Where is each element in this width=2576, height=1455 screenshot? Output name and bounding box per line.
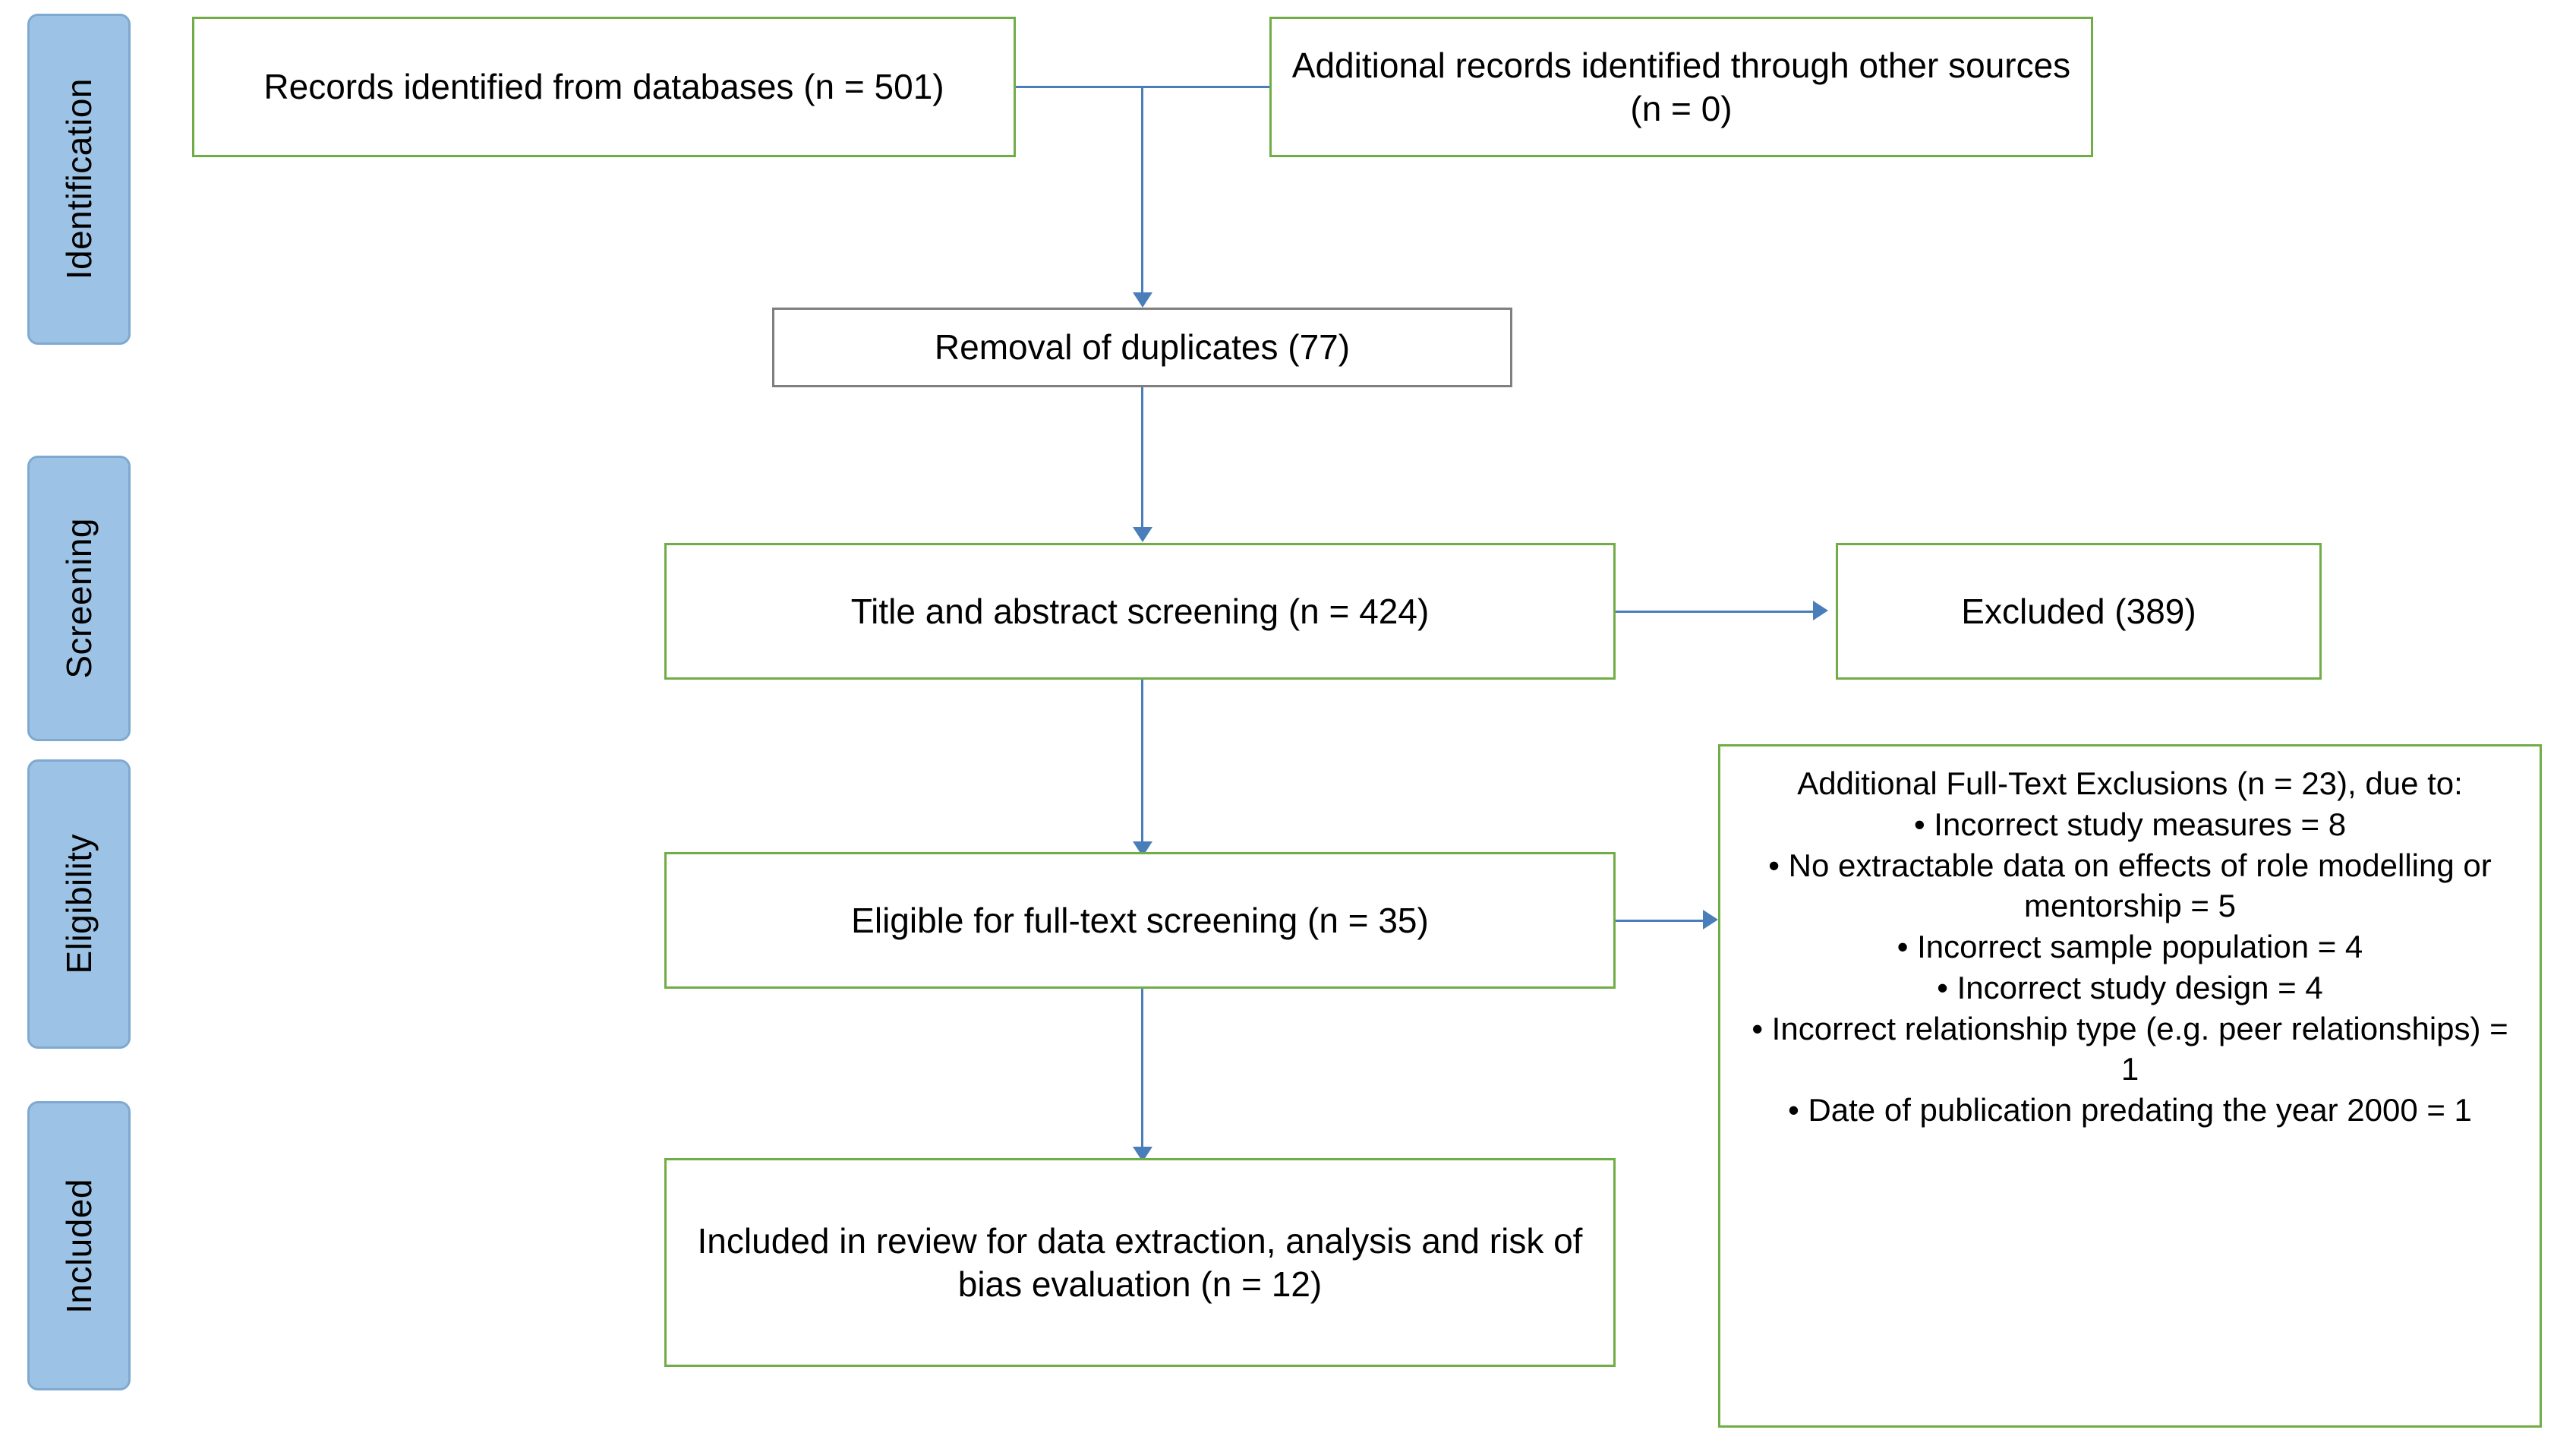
arrow-to-exclusions [1703, 910, 1718, 929]
box-additional-fulltext-exclusions [1718, 744, 2542, 1428]
box-included-in-review-text: Included in review for data extraction, analysis and risk of bias evaluation (n = 12) [697, 1221, 1583, 1304]
box-included-in-review [664, 1158, 1616, 1367]
box-eligible-full-text-screening-text: Eligible for full-text screening (n = 35) [851, 900, 1429, 940]
stage-label-eligibility-text: Eligibility [59, 834, 99, 974]
stage-label-included-text: Included [59, 1178, 99, 1314]
stage-label-screening [27, 456, 131, 741]
stage-label-included [27, 1101, 131, 1390]
box-excluded-text: Excluded (389) [1961, 591, 2196, 631]
exclusions-item: • Date of publication predating the year 2000 = 1 [1788, 1092, 2472, 1128]
box-title-abstract-screening [664, 543, 1616, 680]
box-records-identified-other-sources [1269, 17, 2093, 157]
stage-label-eligibility [27, 759, 131, 1049]
arrow-to-excluded [1813, 601, 1828, 620]
stage-label-screening-text: Screening [59, 518, 99, 679]
exclusions-item: • No extractable data on effects of role modelling or mentorship = 5 [1768, 847, 2492, 924]
box-removal-of-duplicates-text: Removal of duplicates (77) [934, 327, 1351, 368]
connector-eligible-to-exclusions [1616, 920, 1707, 922]
connector-screening-to-excluded [1616, 611, 1817, 613]
exclusions-item: • Incorrect relationship type (e.g. peer relationships) = 1 [1751, 1010, 2508, 1087]
stage-label-identification-text: Identification [59, 78, 99, 280]
arrow-to-duplicates [1133, 292, 1152, 308]
connector-duplicates-to-screening [1141, 387, 1143, 532]
exclusions-item: • Incorrect study design = 4 [1937, 969, 2323, 1005]
box-title-abstract-screening-text: Title and abstract screening (n = 424) [850, 591, 1430, 631]
stage-label-identification [27, 14, 131, 345]
exclusions-item: • Incorrect sample population = 4 [1897, 929, 2363, 964]
connector-eligible-to-included [1141, 989, 1143, 1152]
box-excluded [1836, 543, 2322, 680]
box-records-identified-databases [192, 17, 1016, 157]
arrow-to-screening [1133, 527, 1152, 542]
connector-screening-to-eligible [1141, 680, 1143, 847]
box-additional-fulltext-exclusions-text [1739, 763, 2521, 1131]
box-removal-of-duplicates [772, 308, 1512, 387]
exclusions-item: • Incorrect study measures = 8 [1913, 806, 2347, 842]
box-records-identified-databases-text: Records identified from databases (n = 501) [263, 67, 944, 107]
box-records-identified-other-sources-text: Additional records identified through other sources (n = 0) [1291, 46, 2071, 128]
connector-top-to-duplicates-vertical [1141, 86, 1143, 297]
box-eligible-full-text-screening [664, 852, 1616, 989]
exclusions-heading: Additional Full-Text Exclusions (n = 23), due to: [1797, 765, 2463, 801]
